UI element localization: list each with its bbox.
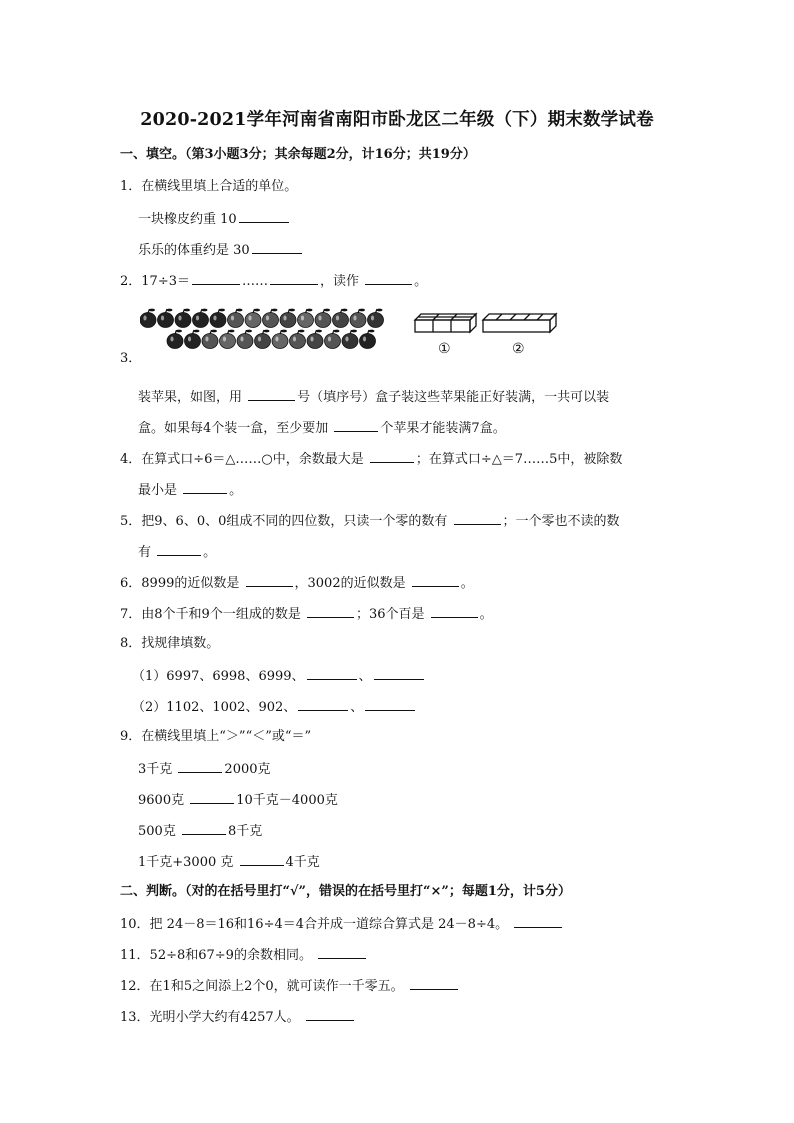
apple-icon — [263, 309, 279, 328]
question-13: 13．光明小学大约有4257人。 — [120, 1007, 356, 1027]
question-9-item-b: 9600克 10千克－4000克 — [138, 790, 338, 810]
apple-icon — [333, 309, 349, 328]
question-8-sub-1: （1）6997、6998、6999、 、 — [132, 666, 426, 686]
answer-blank[interactable] — [370, 449, 414, 463]
apple-icon — [220, 330, 236, 349]
box-1-label: ① — [438, 341, 451, 357]
apple-icon — [185, 330, 201, 349]
apple-icon — [255, 330, 271, 349]
answer-blank[interactable] — [182, 821, 226, 835]
answer-blank[interactable] — [365, 271, 412, 285]
apple-icon — [140, 309, 156, 328]
answer-blank[interactable] — [239, 209, 289, 223]
question-1-item-b: 乐乐的体重约是 30 — [138, 240, 304, 260]
question-10: 10．把 24－8＝16和16÷4＝4合并成一道综合算式是 24－8÷4。 — [120, 914, 564, 934]
question-2: 2．17÷3＝ …… ，读作 。 — [120, 271, 427, 291]
answer-blank[interactable] — [454, 511, 501, 525]
question-1: 1．在横线里填上合适的单位。 — [120, 179, 298, 194]
apple-icon — [193, 309, 209, 328]
answer-blank[interactable] — [298, 697, 348, 711]
question-12: 12．在1和5之间添上2个0，就可读作一千零五。 — [120, 976, 460, 996]
answer-blank[interactable] — [246, 573, 293, 587]
box-1-icon — [415, 314, 476, 332]
question-5-line-1: 5．把9、6、0、0组成不同的四位数，只读一个零的数有 ；一个零也不读的数 — [120, 511, 620, 531]
answer-blank[interactable] — [374, 666, 424, 680]
box-2-icon — [483, 314, 556, 332]
answer-blank[interactable] — [190, 790, 234, 804]
apple-icon — [315, 309, 331, 328]
answer-blank[interactable] — [318, 945, 366, 959]
question-11: 11．52÷8和67÷9的余数相同。 — [120, 945, 368, 965]
answer-blank[interactable] — [270, 271, 318, 285]
answer-blank[interactable] — [365, 697, 415, 711]
answer-blank[interactable] — [192, 271, 240, 285]
question-5-line-2: 有 。 — [138, 542, 216, 562]
apple-icon — [325, 330, 341, 349]
question-4-line-2: 最小是 。 — [138, 480, 242, 500]
answer-blank[interactable] — [412, 573, 459, 587]
apple-icon — [272, 330, 288, 349]
answer-blank[interactable] — [157, 542, 201, 556]
apple-icon — [290, 330, 306, 349]
answer-blank[interactable] — [240, 852, 284, 866]
answer-blank[interactable] — [307, 666, 357, 680]
apple-icon — [342, 330, 358, 349]
apple-icon — [210, 309, 226, 328]
apple-icon — [245, 309, 261, 328]
answer-blank[interactable] — [178, 759, 222, 773]
answer-blank[interactable] — [183, 480, 227, 494]
question-3-line-2: 盒。如果每4个装一盒，至少要加 个苹果才能装满7盒。 — [138, 418, 506, 438]
apple-icon — [202, 330, 218, 349]
apples-and-boxes-figure — [140, 306, 570, 362]
question-1-item-a: 一块橡皮约重 10 — [138, 209, 291, 229]
answer-blank[interactable] — [514, 914, 562, 928]
question-9-item-d: 1千克+3000 克 4千克 — [138, 852, 320, 872]
question-8-sub-2: （2）1102、1002、902、 、 — [132, 697, 417, 717]
question-9: 9．在横线里填上“＞”“＜”或“＝” — [120, 729, 312, 744]
apple-icon — [228, 309, 244, 328]
answer-blank[interactable] — [410, 976, 458, 990]
page-title: 2020-2021学年河南省南阳市卧龙区二年级（下）期末数学试卷 — [140, 110, 654, 130]
answer-blank[interactable] — [252, 240, 302, 254]
apple-icon — [158, 309, 174, 328]
answer-blank[interactable] — [334, 418, 378, 432]
apple-icon — [368, 309, 384, 328]
section-2-heading: 二、判断。（对的在括号里打“√”，错误的在括号里打“×”；每题1分，计5分） — [120, 884, 571, 899]
question-8: 8．找规律填数。 — [120, 636, 220, 651]
apple-icon — [237, 330, 253, 349]
apple-icon — [167, 330, 183, 349]
answer-blank[interactable] — [248, 387, 295, 401]
answer-blank[interactable] — [306, 1007, 354, 1021]
apple-icon — [175, 309, 191, 328]
question-4-line-1: 4．在算式口÷6＝△……○中，余数最大是 ；在算式口÷△＝7……5中，被除数 — [120, 449, 622, 469]
section-1-heading: 一、填空。（第3小题3分；其余每题2分，计16分；共19分） — [120, 147, 476, 162]
answer-blank[interactable] — [307, 604, 354, 618]
question-7: 7．由8个千和9个一组成的数是 ；36个百是 。 — [120, 604, 493, 624]
answer-blank[interactable] — [431, 604, 478, 618]
apple-icon — [350, 309, 366, 328]
question-9-item-a: 3千克 2000克 — [138, 759, 271, 779]
apple-icon — [280, 309, 296, 328]
question-6: 6．8999的近似数是 ，3002的近似数是 。 — [120, 573, 474, 593]
apple-icon — [298, 309, 314, 328]
question-9-item-c: 500克 8千克 — [138, 821, 262, 841]
apple-rows — [140, 309, 384, 349]
apple-icon — [360, 330, 376, 349]
box-2-label: ② — [512, 341, 525, 357]
question-3-number: 3． — [120, 351, 142, 366]
question-3-line-1: 装苹果，如图，用 号（填序号）盒子装这些苹果能正好装满，一共可以装 — [138, 387, 609, 407]
apple-icon — [307, 330, 323, 349]
